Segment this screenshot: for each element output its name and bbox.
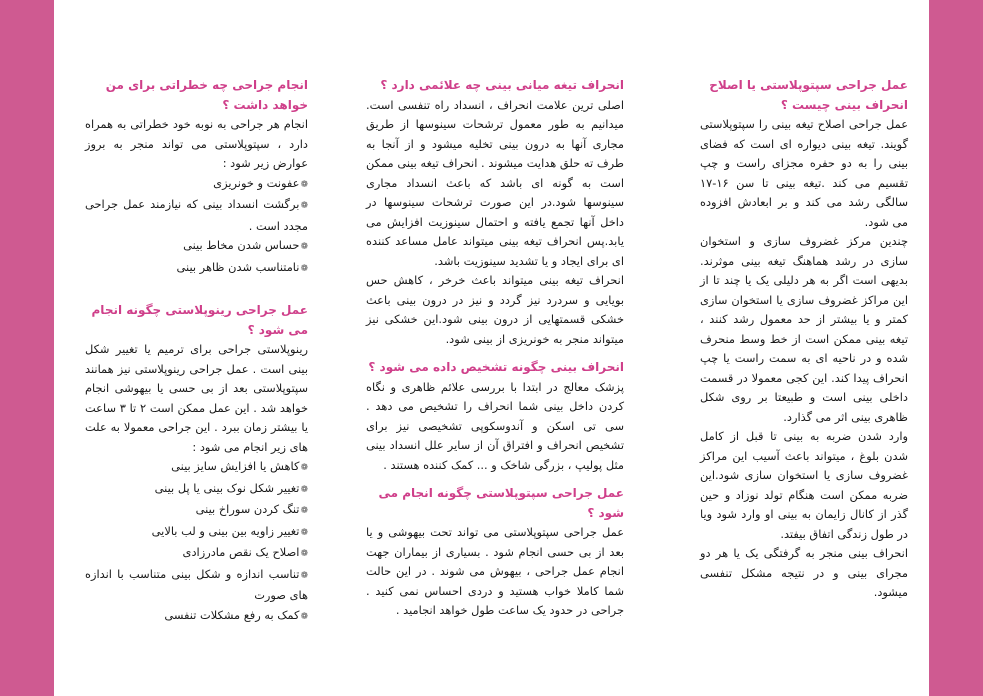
- flower-bullet-icon: ❁: [300, 201, 308, 211]
- flower-bullet-icon: ❁: [300, 242, 308, 252]
- flower-bullet-icon: ❁: [300, 179, 308, 190]
- column-middle: [366, 76, 624, 621]
- list-item: ❁کمک به رفع مشکلات تنفسی: [164, 607, 308, 622]
- list-item: ❁برگشت انسداد بینی که نیازمند عمل جراحی مجدد است .: [85, 197, 308, 233]
- paragraph: انجام هر جراحی به نوبه خود خطراتی به همراه دارد ، سپتوپلاستی می تواند منجر به بروز عوارض زیر شود :: [85, 117, 308, 170]
- flower-bullet-icon: ❁: [300, 506, 308, 516]
- list-item: ❁تغییر شکل نوک بینی یا پل بینی: [154, 480, 308, 495]
- paragraph: چندین مرکز غضروف سازی و استخوان سازی در رشد هماهنگ تیغه بینی موثرند. بدیهی است اگر به هر دلیلی یک یا چند تا از این مراکز غضروف سازی یا استخوان سازی کمتر و یا بیشتر از حد معمول رشد کنند ، تیغه بینی ممکن است از خط وسط منحرف شده و در ناحیه ای به سمت راست یا چپ انحراف پیدا کند. این کجی معمولا در قسمت داخلی بینی است و طبیعتا بر روی شکل ظاهری بینی اثر می گذارد.: [700, 234, 908, 424]
- paragraph: اصلی ترین علامت انحراف ، انسداد راه تنفسی است. میدانیم به طور معمول ترشحات سینوسها از طریق مجاری آنها به درون بینی تخلیه میشود و از آنجا به طرف ته حلق هدایت میشوند . انحراف تیغه بینی ممکن است به گونه ای باشد که باعث انسداد مجاری سینوسها شود.در این صورت ترشحات سینوسها در داخل آنها تجمع یافته و احتمال سینوزیت افزایش می یابد.پس انحراف تیغه بینی میتواند عامل مساعد کننده ای برای ایجاد و یا تشدید سینوزیت باشد.: [366, 97, 624, 268]
- list-item: ❁کاهش یا افزایش سایز بینی: [171, 459, 308, 473]
- flower-bullet-icon: ❁: [300, 463, 308, 473]
- paragraph: انحراف بینی منجر به گرفتگی یک یا هر دو مجرای بینی و در نتیجه مشکل تنفسی میشود.: [700, 546, 908, 599]
- heading-rhinoplasty: عمل جراحی رینوپلاستی چگونه انجام می شود ؟: [91, 303, 308, 337]
- flower-bullet-icon: ❁: [300, 570, 308, 581]
- heading-diagnosis: انحراف بینی چگونه تشخیص داده می شود ؟: [368, 360, 624, 374]
- risks-list: [85, 174, 308, 280]
- heading-risks: انجام جراحی چه خطراتی برای من خواهد داشت ؟: [105, 78, 308, 112]
- list-item: ❁حساس شدن مخاط بینی: [183, 238, 308, 252]
- rhinoplasty-reasons-list: [85, 457, 308, 627]
- paragraph: انحراف تیغه بینی میتواند باعث خرخر ، کاهش حس بویایی و سردرد نیز گردد و نیز در درون بینی باعث خشکی قسمتهایی از درون بینی شود.این خشکی نیز میتواند منجر به خونریزی از بینی شود.: [366, 273, 624, 346]
- paragraph: رینوپلاستی جراحی برای ترمیم یا تغییر شکل بینی است . عمل جراحی رینوپلاستی نیز همانند سپتوپلاستی بعد از بی حسی یا بیهوشی انجام خواهد شد . این عمل ممکن است ۲ تا ۳ ساعت یا بیشتر زمان ببرد . این جراحی معمولا به علت های زیر انجام می شود :: [85, 342, 308, 454]
- list-item: ❁نامتناسب شدن ظاهر بینی: [176, 259, 308, 274]
- left-decorative-bar: [0, 0, 54, 696]
- flower-bullet-icon: ❁: [300, 611, 308, 622]
- flower-bullet-icon: ❁: [300, 484, 308, 495]
- list-item: ❁تغییر زاویه بین بینی و لب بالایی: [151, 523, 308, 538]
- flower-bullet-icon: ❁: [300, 527, 308, 538]
- right-decorative-bar: [929, 0, 983, 696]
- paragraph: عمل جراحی اصلاح تیغه بینی را سپتوپلاستی گویند. تیغه بینی دیواره ای است که فضای بینی را به دو حفره مجزای راست و چپ تقسیم می کند .تیغه بینی تا سن ۱۶-۱۷ سالگی رشد می کند و بر ابعادش افزوده می شود.: [700, 117, 908, 229]
- list-item: ❁تنگ کردن سوراخ بینی: [195, 502, 308, 516]
- column-right: [700, 76, 908, 603]
- flower-bullet-icon: ❁: [300, 549, 308, 559]
- list-item: ❁عفونت و خونریزی: [213, 175, 308, 190]
- heading-septoplasty-what: عمل جراحی سپتوپلاستی یا اصلاح انحراف بینی چیست ؟: [709, 78, 908, 112]
- column-left: [85, 76, 308, 627]
- paragraph: وارد شدن ضربه به بینی تا قبل از کامل شدن بلوغ ، میتواند باعث آسیب این مراکز غضروف سازی یا استخوان سازی شود.این ضربه ممکن است هنگام تولد نوزاد و حین گذر از کانال زایمان به بینی او وارد شود ویا در طول زندگی اتفاق بیفتد.: [700, 429, 908, 541]
- paragraph: عمل جراحی سپتوپلاستی می تواند تحت بیهوشی و یا بعد از بی حسی انجام شود . بسیاری از بیماران جهت انجام عمل جراحی ، بیهوش می شوند . در این حالت شما کاملا خواب هستید و دردی احساس نمی کنید . جراحی در حدود یک ساعت طول خواهد انجامید .: [366, 525, 624, 617]
- heading-procedure: عمل جراحی سپتوپلاستی چگونه انجام می شود ؟: [378, 486, 624, 520]
- paragraph: پزشک معالج در ابتدا با بررسی علائم ظاهری و نگاه کردن داخل بینی شما انحراف را تشخیص می دهد . سی تی اسکن و آندوسکوپی تشخیصی نیز برای تشخیص انحراف و افتراق آن از سایر علل انسداد بینی مثل پولیپ ، بزرگی شاخک و ... کمک کننده هستند .: [366, 379, 624, 472]
- heading-symptoms: انحراف تیغه میانی بینی چه علائمی دارد ؟: [380, 78, 624, 92]
- flower-bullet-icon: ❁: [300, 263, 308, 274]
- list-item: ❁اصلاح یک نقص مادرزادی: [182, 545, 308, 559]
- list-item: ❁تناسب اندازه و شکل بینی متناسب با اندازه های صورت: [85, 566, 308, 602]
